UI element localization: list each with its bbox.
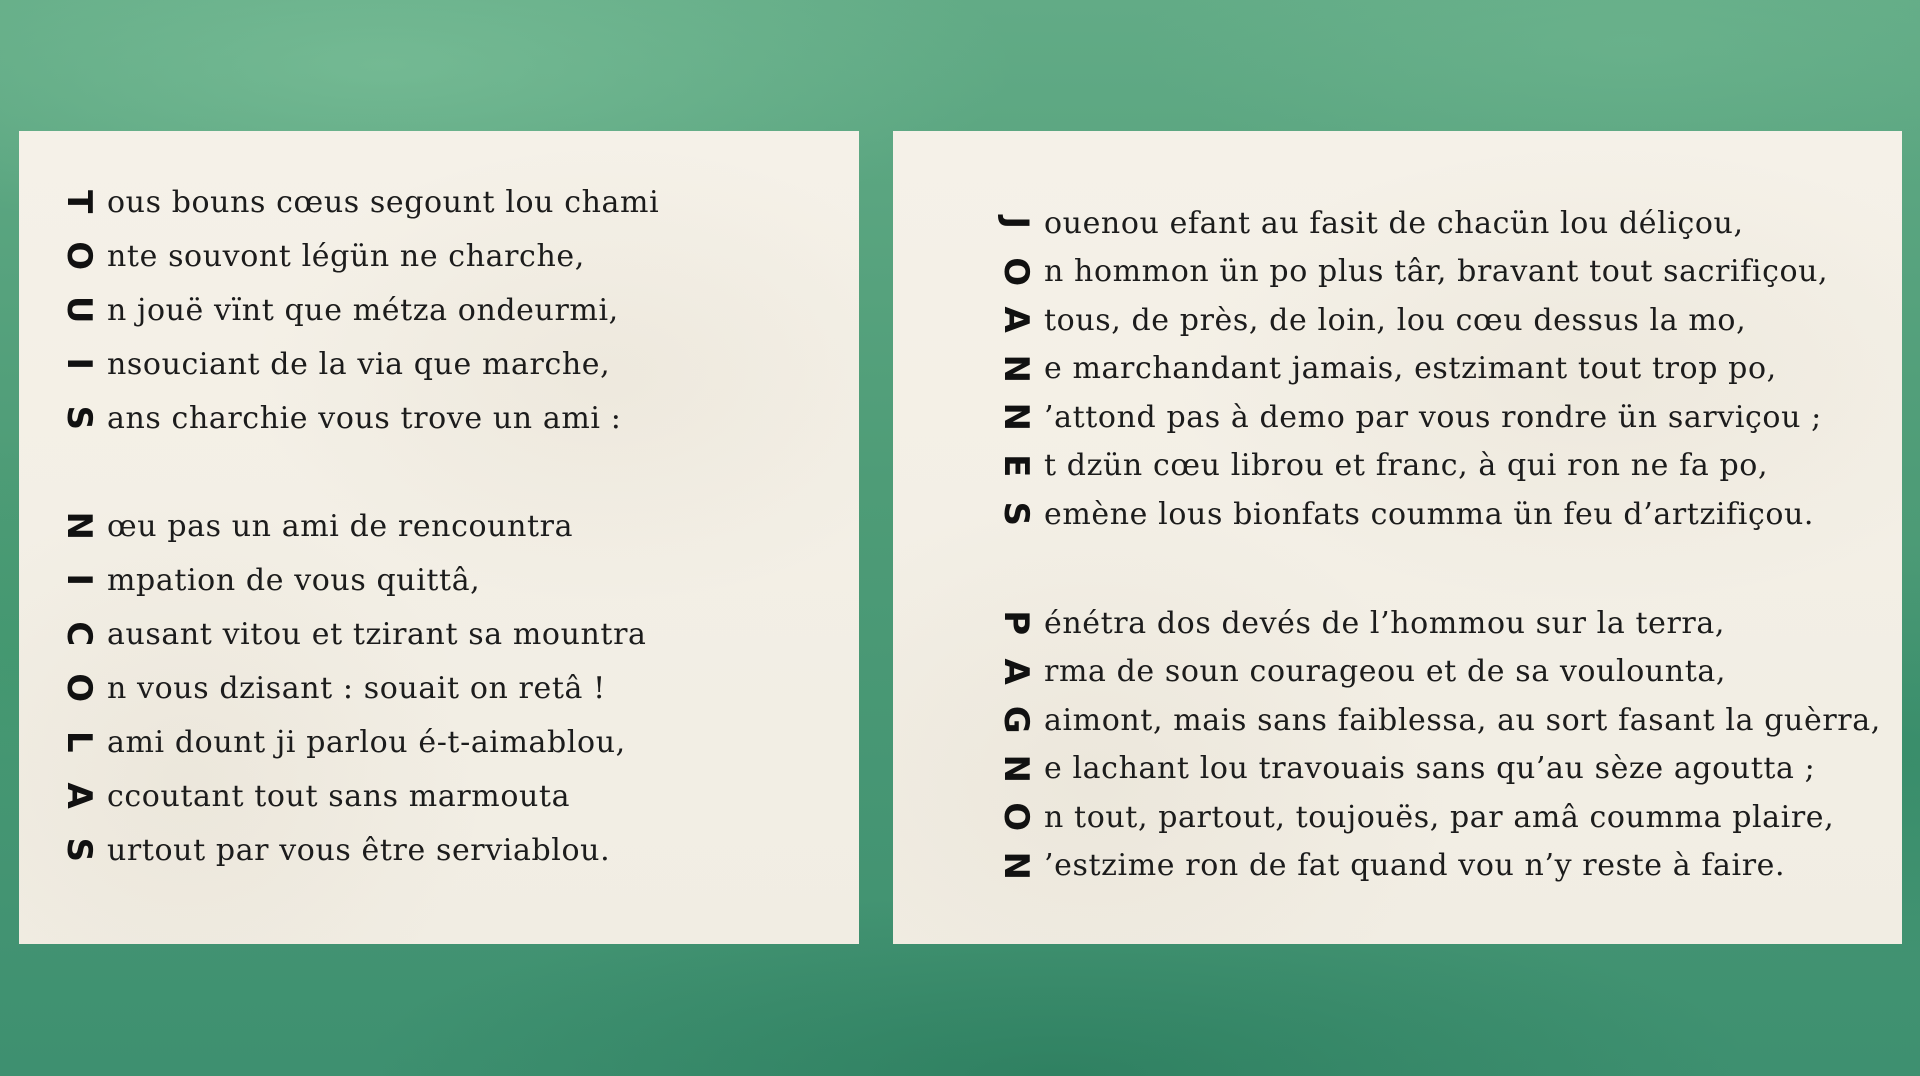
left-stanza-1 xyxy=(59,175,859,445)
acrostic-initial: S xyxy=(996,501,1036,527)
line-text: tous, de près, de loin, lou cœu dessus la mo, xyxy=(1044,302,1747,338)
line-text: ous bouns cœus segount lou chami xyxy=(107,184,660,220)
acrostic-initial: T xyxy=(59,190,99,214)
line-text: e marchandant jamais, estzimant tout trop po, xyxy=(1044,351,1777,387)
acrostic-initial: E xyxy=(996,453,1036,478)
acrostic-initial: I xyxy=(59,357,99,371)
poem-line xyxy=(59,175,859,229)
line-text: mpation de vous quittâ, xyxy=(107,562,481,598)
poem-line xyxy=(996,490,1902,539)
line-text: ’estzime ron de fat quand vou n’y reste à faire. xyxy=(1044,848,1786,884)
poem-line xyxy=(59,337,859,391)
poem-line xyxy=(59,283,859,337)
poem-line xyxy=(59,391,859,445)
right-stanza-2 xyxy=(996,599,1902,890)
acrostic-initial: N xyxy=(996,402,1036,432)
acrostic-initial: A xyxy=(996,306,1036,334)
acrostic-initial: N xyxy=(996,354,1036,384)
acrostic-initial: G xyxy=(996,705,1036,735)
line-text: ausant vitou et tzirant sa mountra xyxy=(107,616,647,652)
acrostic-initial: P xyxy=(996,610,1036,637)
left-stanza-2 xyxy=(59,499,859,877)
acrostic-initial: N xyxy=(996,851,1036,881)
acrostic-initial: N xyxy=(996,754,1036,784)
line-text: ouenou efant au fasit de chacün lou déliçou, xyxy=(1044,205,1744,241)
line-text: n vous dzisant : souait on retâ ! xyxy=(107,670,606,706)
line-text: emène lous bionfats coumma ün feu d’artzifiçou. xyxy=(1044,496,1815,532)
acrostic-initial: C xyxy=(59,621,99,647)
poem-line xyxy=(996,842,1902,891)
poem-line xyxy=(59,823,859,877)
acrostic-initial: U xyxy=(59,295,99,325)
acrostic-initial: O xyxy=(59,241,99,271)
poem-line xyxy=(996,696,1902,745)
poem-line xyxy=(996,199,1902,248)
line-text: t dzün cœu librou et franc, à qui ron ne fa po, xyxy=(1044,448,1769,484)
poem-line xyxy=(996,745,1902,794)
line-text: nte souvont légün ne charche, xyxy=(107,238,585,274)
acrostic-initial: N xyxy=(59,511,99,541)
poem-line xyxy=(59,607,859,661)
poem-line xyxy=(996,599,1902,648)
line-text: n tout, partout, toujouës, par amâ coumma plaire, xyxy=(1044,799,1835,835)
line-text: n hommon ün po plus târ, bravant tout sacrifiçou, xyxy=(1044,254,1829,290)
poem-line xyxy=(59,661,859,715)
poem-line xyxy=(59,553,859,607)
acrostic-initial: O xyxy=(996,802,1036,832)
line-text: nsouciant de la via que marche, xyxy=(107,346,611,382)
line-text: aimont, mais sans faiblessa, au sort fasant la guèrra, xyxy=(1044,702,1881,738)
acrostic-initial: J xyxy=(996,216,1036,230)
poem-line xyxy=(996,393,1902,442)
acrostic-initial: O xyxy=(996,256,1036,287)
poem-line xyxy=(996,648,1902,697)
acrostic-initial: S xyxy=(59,837,99,863)
acrostic-initial: A xyxy=(996,658,1036,686)
poem-line xyxy=(59,229,859,283)
line-text: ’attond pas à demo par vous rondre ün sarviçou ; xyxy=(1044,399,1822,435)
line-text: œu pas un ami de rencountra xyxy=(107,508,574,544)
line-text: énétra dos devés de l’hommou sur la terra, xyxy=(1044,605,1725,641)
poem-line xyxy=(59,715,859,769)
left-page-scan xyxy=(19,131,859,944)
right-stanza-1 xyxy=(996,199,1902,539)
poem-line xyxy=(59,769,859,823)
acrostic-initial: O xyxy=(59,673,99,703)
line-text: ccoutant tout sans marmouta xyxy=(107,778,571,814)
poem-line xyxy=(996,793,1902,842)
line-text: ans charchie vous trove un ami : xyxy=(107,400,622,436)
line-text: urtout par vous être serviablou. xyxy=(107,832,611,868)
line-text: n jouë vïnt que métza ondeurmi, xyxy=(107,292,619,328)
poem-line xyxy=(996,248,1902,297)
line-text: e lachant lou travouais sans qu’au sèze agoutta ; xyxy=(1044,751,1816,787)
poem-line xyxy=(59,499,859,553)
poem-line xyxy=(996,442,1902,491)
acrostic-initial: A xyxy=(59,782,99,810)
poem-line xyxy=(996,345,1902,394)
acrostic-initial: L xyxy=(59,730,99,754)
acrostic-initial: I xyxy=(59,573,99,587)
line-text: ami dount ji parlou é-t-aimablou, xyxy=(107,724,626,760)
right-page-scan xyxy=(893,131,1902,944)
poem-line xyxy=(996,296,1902,345)
acrostic-initial: S xyxy=(59,405,99,431)
line-text: rma de soun courageou et de sa voulounta, xyxy=(1044,654,1726,690)
